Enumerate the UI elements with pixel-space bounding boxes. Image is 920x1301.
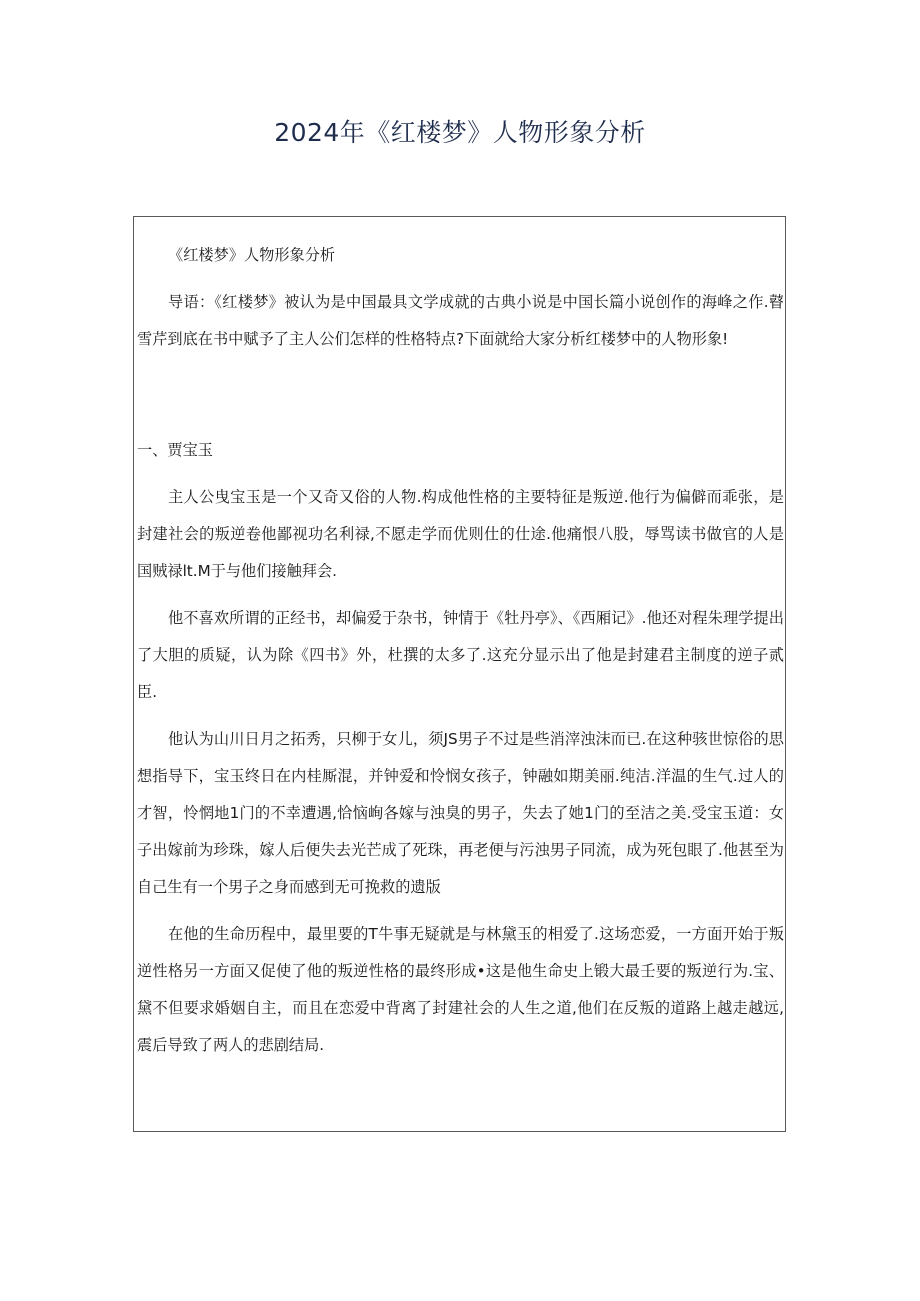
body-paragraph: 在他的生命历程中，最里要的T牛事无疑就是与林黛玉的相爱了.这场恋爱，一方面开始于叛逆性格另一方面又促使了他的叛逆性格的最终形成•这是他生命史上锻大最壬要的叛逆行为.宝、黛不但要求婚姻自主，而且在恋爱中背离了封建社会的人生之道,他们在反叛的道路上越走越远,震后导致了两人的悲剧结局. — [137, 925, 784, 1054]
body-paragraph: 主人公曳宝玉是一个又奇又俗的人物.构成他性格的主要特征是叛逆.他行为偏僻而乖张，是封建社会的叛逆卷他鄙视功名利禄,不愿走学而优则仕的仕途.他痛恨八股，辱骂读书做官的人是国贼禄lt.M于与他们接触拜会. — [137, 488, 784, 580]
intro-paragraph: 导语：《红楼梦》被认为是中国最具文学成就的古典小说是中国长篇小说创作的海峰之作.瞽雪芹到底在书中赋予了主人公们怎样的性格特点?下面就给大家分析红楼梦中的人物形象! — [137, 293, 784, 348]
article-body — [137, 237, 784, 1064]
body-paragraph: 他不喜欢所谓的正经书，却偏爱于杂书，钟情于《牡丹亭》、《西厢记》.他还对程朱理学提出了大胆的质疑，认为除《四书》外，杜撰的太多了.这充分显示出了他是封建君主制度的逆子贰臣. — [137, 609, 784, 701]
article-subtitle: 《红楼梦》人物形象分析 — [168, 246, 336, 264]
document-title: 2024年《红楼梦》人物形象分析 — [274, 118, 646, 147]
content-box — [133, 216, 786, 1132]
body-paragraph: 他认为山川日月之拓秀，只柳于女儿，须JS男子不过是些消滓浊沫而已.在这种骇世惊俗的思想指导下，宝玉终日在内桂厮混，并钟爱和怜悯女孩子，钟融如期美丽.纯洁.洋温的生气.过人的才智，怜惘地1门的不幸遭遇,恰恼峋各嫁与浊臭的男子，失去了她1门的至洁之美.受宝玉道：女子出嫁前为珍珠，嫁人后便失去光芒成了死珠，再老便与污浊男子同流，成为死包眼了.他甚至为自己生有一个男子之身而感到无可挽救的遗版 — [137, 730, 784, 896]
section-heading: 一、贾宝玉 — [137, 441, 213, 459]
